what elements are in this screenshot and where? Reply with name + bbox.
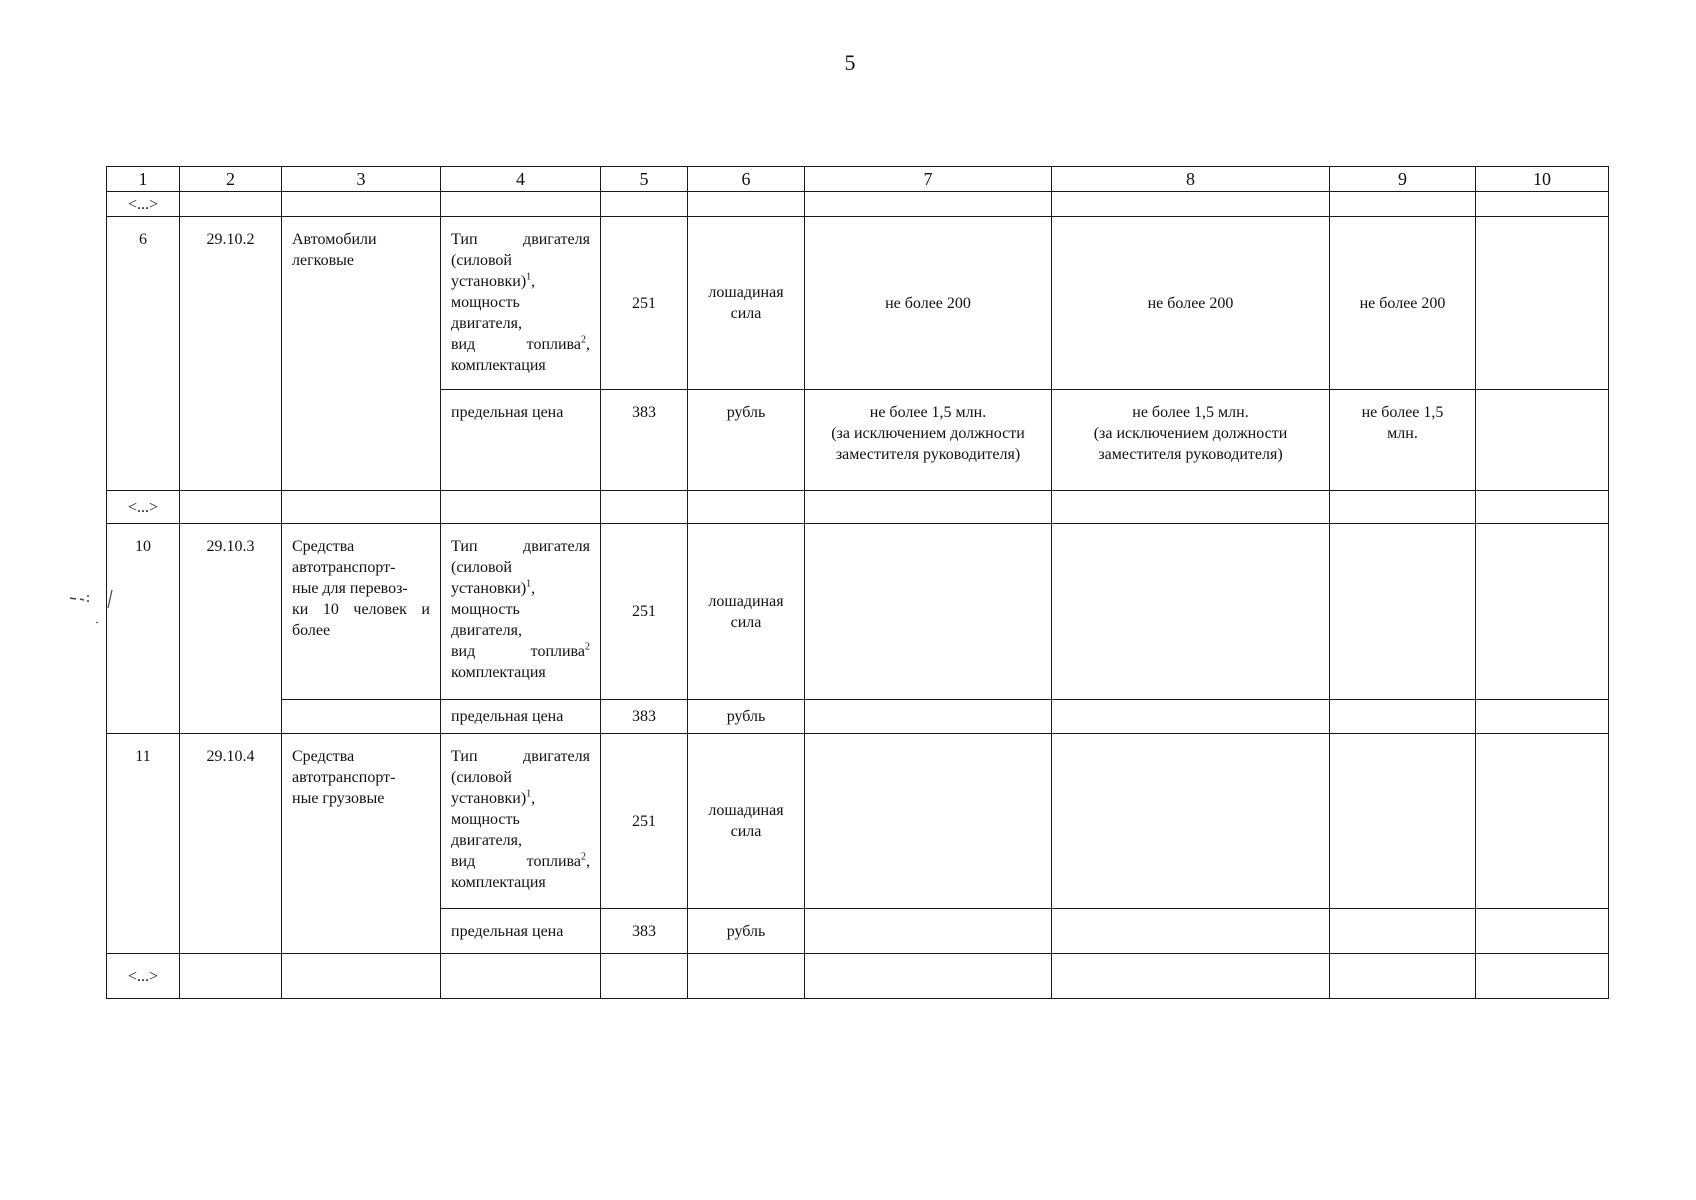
value-col-7 — [805, 524, 1052, 700]
unit-name: лошадиная сила — [688, 524, 805, 700]
ellipsis-cell: <...> — [107, 491, 180, 524]
price-label: предельная цена — [441, 909, 601, 954]
characteristic-cell: Тип двигателя (силовой установки)$^1$, мощность двигателя, вид топлива$^2$, комплектация — [441, 734, 601, 909]
okpd-code: 29.10.4 — [180, 734, 282, 954]
price-col-9: не более 1,5 млн. — [1330, 390, 1476, 491]
price-col-7: не более 1,5 млн. (за исключением должности заместителя руководителя) — [805, 390, 1052, 491]
header-cell-2: 2 — [180, 167, 282, 192]
price-col-8 — [1052, 700, 1330, 734]
row-number: 6 — [107, 217, 180, 491]
header-cell-6: 6 — [688, 167, 805, 192]
requirements-table — [106, 166, 1609, 999]
price-label: предельная цена — [441, 390, 601, 491]
price-okei-code: 383 — [601, 909, 688, 954]
header-cell-10: 10 — [1476, 167, 1609, 192]
price-col-8 — [1052, 909, 1330, 954]
value-col-7 — [805, 734, 1052, 909]
okei-code: 251 — [601, 734, 688, 909]
table-row — [107, 217, 1609, 390]
price-col-7 — [805, 700, 1052, 734]
price-okei-code: 383 — [601, 390, 688, 491]
price-okei-code: 383 — [601, 700, 688, 734]
value-col-8 — [1052, 734, 1330, 909]
header-cell-7: 7 — [805, 167, 1052, 192]
page-number: 5 — [844, 50, 856, 75]
price-col-7 — [805, 909, 1052, 954]
ellipsis-cell: <...> — [107, 954, 180, 999]
unit-name: лошадиная сила — [688, 734, 805, 909]
header-row — [107, 167, 1609, 192]
price-col-9 — [1330, 700, 1476, 734]
price-col-8: не более 1,5 млн. (за исключением должности заместителя руководителя) — [1052, 390, 1330, 491]
price-unit: рубль — [688, 700, 805, 734]
item-name: Средства автотранспорт- ные грузовые — [282, 734, 441, 954]
scan-artifact-mark — [68, 588, 128, 633]
value-col-8: не более 200 — [1052, 217, 1330, 390]
table-row — [107, 734, 1609, 909]
okpd-code: 29.10.2 — [180, 217, 282, 491]
characteristic-cell: Тип двигателя (силовой установки)$^1$, мощность двигателя, вид топлива$^2$, комплектация — [441, 217, 601, 390]
price-unit: рубль — [688, 390, 805, 491]
value-col-10 — [1476, 734, 1609, 909]
header-cell-5: 5 — [601, 167, 688, 192]
ellipsis-cell: <...> — [107, 192, 180, 217]
table-row — [107, 700, 1609, 734]
okpd-code: 29.10.3 — [180, 524, 282, 734]
okei-code: 251 — [601, 217, 688, 390]
table-row — [107, 524, 1609, 700]
price-label: предельная цена — [441, 700, 601, 734]
value-col-9 — [1330, 734, 1476, 909]
ellipsis-row — [107, 491, 1609, 524]
value-col-7: не более 200 — [805, 217, 1052, 390]
price-col-9 — [1330, 909, 1476, 954]
okei-code: 251 — [601, 524, 688, 700]
value-col-10 — [1476, 524, 1609, 700]
price-col-10 — [1476, 390, 1609, 491]
value-col-10 — [1476, 217, 1609, 390]
price-unit: рубль — [688, 909, 805, 954]
item-name: Средства автотранспорт- ные для перевоз- ки 10 человек и более — [282, 524, 441, 700]
header-cell-3: 3 — [282, 167, 441, 192]
ellipsis-row — [107, 954, 1609, 999]
value-col-9: не более 200 — [1330, 217, 1476, 390]
price-col-10 — [1476, 700, 1609, 734]
value-col-9 — [1330, 524, 1476, 700]
item-name-empty — [282, 700, 441, 734]
ellipsis-row — [107, 192, 1609, 217]
row-number: 11 — [107, 734, 180, 954]
price-col-10 — [1476, 909, 1609, 954]
header-cell-9: 9 — [1330, 167, 1476, 192]
header-cell-8: 8 — [1052, 167, 1330, 192]
row-number: 10 — [107, 524, 180, 734]
characteristic-cell: Тип двигателя (силовой установки)$^1$, мощность двигателя, вид топлива$^2$ комплектация — [441, 524, 601, 700]
scan-artifact-icon — [68, 588, 128, 628]
item-name: Автомобили легковые — [282, 217, 441, 491]
header-cell-4: 4 — [441, 167, 601, 192]
value-col-8 — [1052, 524, 1330, 700]
header-cell-1: 1 — [107, 167, 180, 192]
unit-name: лошадиная сила — [688, 217, 805, 390]
